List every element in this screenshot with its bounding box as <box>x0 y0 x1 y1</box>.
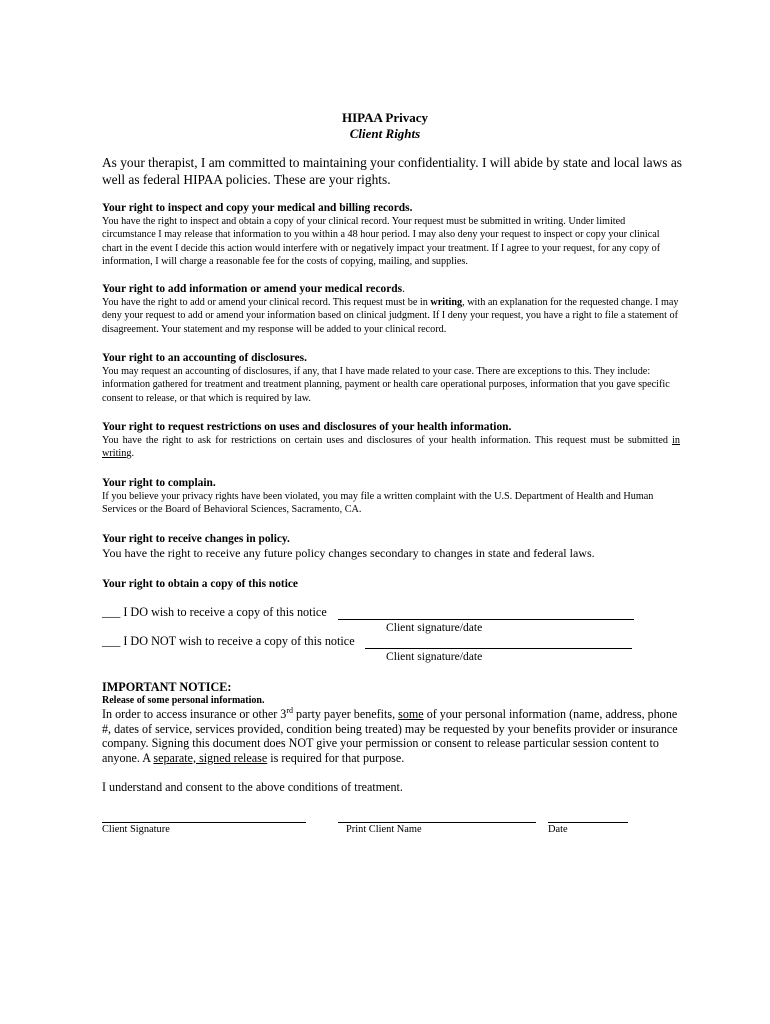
signature-line[interactable] <box>365 635 632 649</box>
signature-line[interactable] <box>338 605 634 620</box>
section-heading: Your right to inspect and copy your medical and billing records. <box>102 202 413 214</box>
section-heading: Your right to obtain a copy of this notice <box>102 578 298 590</box>
consent-statement: I understand and consent to the above conditions of treatment. <box>102 780 403 794</box>
checkbox-blank[interactable]: ___ <box>102 605 121 619</box>
client-signature-line[interactable] <box>102 822 306 823</box>
print-name-line[interactable] <box>338 822 536 823</box>
copy-option-label: I DO wish to receive a copy of this notice <box>123 605 327 619</box>
section-body: You have the right to ask for restrictions on certain uses and disclosures of your health information. This request must be submitted in writing. <box>102 435 680 460</box>
section-policy-changes <box>102 532 680 561</box>
section-heading: Your right to add information or amend your medical records. <box>102 283 405 295</box>
section-heading: Your right to receive changes in policy. <box>102 533 290 545</box>
checkbox-blank[interactable]: ___ <box>102 634 121 648</box>
important-notice-subheading: Release of some personal information. <box>102 695 265 706</box>
section-amend-records <box>102 282 680 336</box>
section-inspect-copy <box>102 201 680 269</box>
section-accounting-disclosures <box>102 351 680 405</box>
document-title: HIPAA Privacy <box>341 110 429 125</box>
important-notice-heading: IMPORTANT NOTICE: <box>102 680 232 694</box>
copy-option-yes <box>102 605 327 620</box>
section-request-restrictions <box>102 420 680 461</box>
section-complain <box>102 476 680 517</box>
section-heading: Your right to complain. <box>102 477 216 489</box>
date-line[interactable] <box>548 822 628 823</box>
date-label: Date <box>548 824 568 835</box>
intro-paragraph: As your therapist, I am committed to maintaining your confidentiality. I will abide by state and local laws as well as federal HIPAA policies. These are your rights. <box>102 155 682 187</box>
signature-caption: Client signature/date <box>386 650 483 663</box>
signature-caption: Client signature/date <box>386 621 483 634</box>
section-heading: Your right to request restrictions on uses and disclosures of your health information. <box>102 421 512 433</box>
section-body: You have the right to add or amend your clinical record. This request must be in writing, with an explanation for the requested change. I may deny your request to add or amend your information based on clinical judgment. If I deny your request, you have a right to file a statement of disagreement. Your statement and my response will be added to your clinical record. <box>102 297 679 335</box>
section-body: If you believe your privacy rights have been violated, you may file a written complaint with the U.S. Department of Health and Human Services or the Board of Behavioral Sciences, Sacramento, CA. <box>102 491 654 516</box>
document-subtitle: Client Rights <box>349 126 421 141</box>
section-obtain-copy <box>102 577 680 591</box>
copy-option-no <box>102 634 355 649</box>
print-name-label: Print Client Name <box>346 824 422 835</box>
important-notice-body: In order to access insurance or other 3rd party payer benefits, some of your personal information (name, address, phone #, dates of service, services provided, condition being treated) may be requested by your benefits provider or insurance company. Signing this document does NOT give your permission or consent to release particular session content to anyone. A separate, signed release is required for that purpose. <box>102 705 678 765</box>
section-body: You have the right to inspect and obtain a copy of your clinical record. Your request must be submitted in writing. Under limited circumstance I may release that information to you within a 48 hour period. I may also deny your request to inspect or copy your clinical chart in the event I decide this action would interfere with or negatively impact your treatment. If I agree to your request, for any copy of information, I will charge a reasonable fee for the costs of copying, mailing, and supplies. <box>102 216 661 268</box>
client-signature-label: Client Signature <box>102 824 170 835</box>
copy-option-label: I DO NOT wish to receive a copy of this notice <box>123 634 355 648</box>
section-heading: Your right to an accounting of disclosures. <box>102 352 307 364</box>
section-body: You have the right to receive any future policy changes secondary to changes in state and federal laws. <box>102 546 595 560</box>
section-body: You may request an accounting of disclosures, if any, that I have made related to your case. There are exceptions to this. They include: information gathered for treatment and treatment planning, payment or health care operational purposes, information that you gave specific consent to release, or that which is required by law. <box>102 366 670 404</box>
